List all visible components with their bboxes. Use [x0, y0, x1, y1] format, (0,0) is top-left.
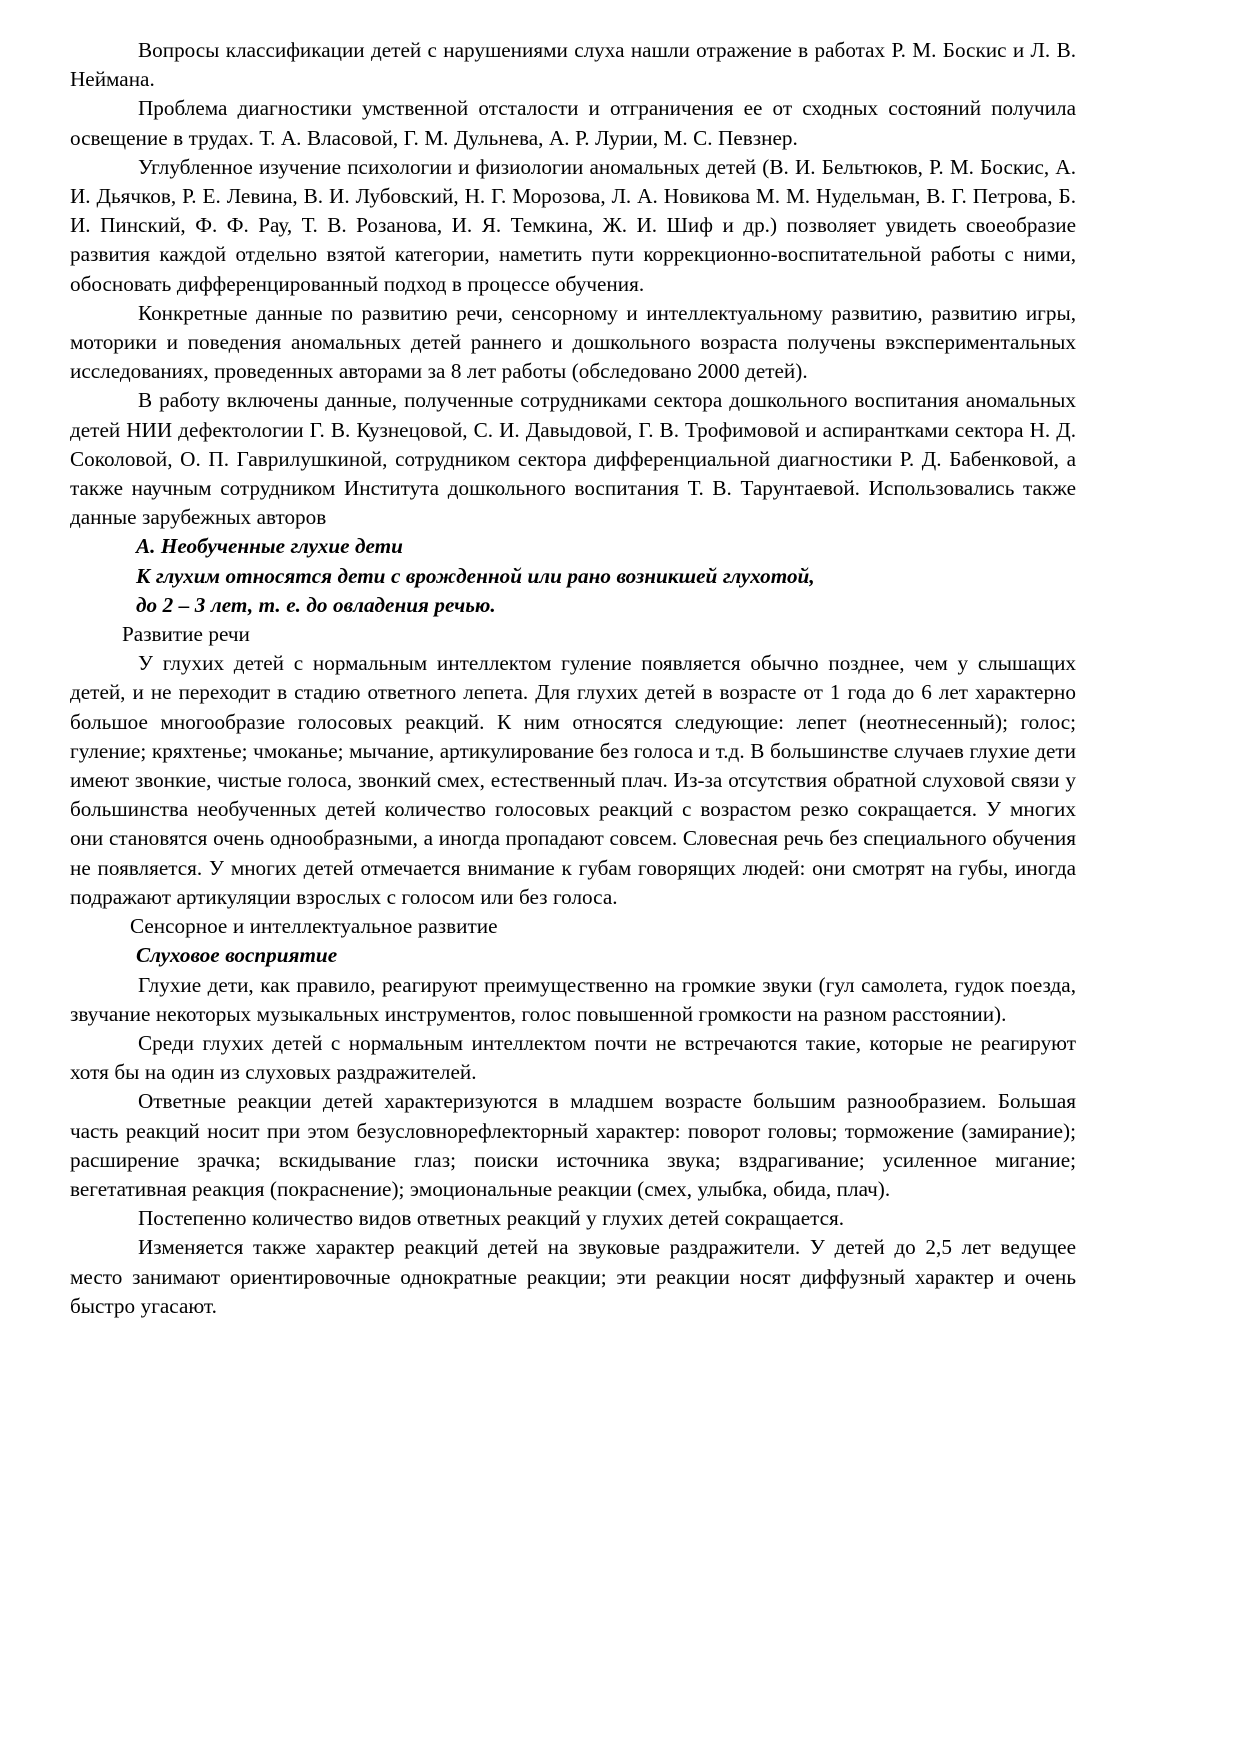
paragraph-loud-sounds: Глухие дети, как правило, реагируют преимущественно на громкие звуки (гул самолета, гудок поезда, звучание некоторых музыкальных инструментов, голос повышенной громкости на разном расстоянии).: [70, 972, 1076, 1026]
heading-section-a: А. Необученные глухие дети: [136, 534, 403, 559]
paragraph-diagnostics-problem: Проблема диагностики умственной отсталости и отграничения ее от сходных состояний получила освещение в трудах. Т. А. Власовой, Г. М. Дульнева, А. Р. Лурии, М. С. Певзнер.: [70, 96, 1076, 150]
paragraph-concrete-data: Конкретные данные по развитию речи, сенсорному и интеллектуальному развитию, развитию игры, моторики и поведения аномальных детей раннего и дошкольного возраста получены вэкспериментальных исследованиях, проведенных авторами за 8 лет работы (обследовано 2000 детей).: [70, 300, 1076, 384]
heading-sensory-intellectual-development: Сенсорное и интеллектуальное развитие: [130, 914, 498, 939]
text-column: [70, 36, 1076, 1321]
paragraph-deep-study-authors: Углубленное изучение психологии и физиологии аномальных детей (В. И. Бельтюков, Р. М. Боскис, А. И. Дьячков, Р. Е. Левина, В. И. Лубовский, Н. Г. Морозова, Л. А. Новикова М. М. Нудельман, В. Г. Петрова, Б. И. Пинский, Ф. Ф. Рау, Т. В. Розанова, И. Я. Темкина, Ж. И. Шиф и др.) позволяет увидеть своеобразие развития каждой отдельно взятой категории, наметить пути коррекционно-воспитательной работы с ними, обосновать дифференцированный подход в процессе обучения.: [70, 154, 1076, 296]
paragraph-gradual-reduction: Постепенно количество видов ответных реакций у глухих детей сокращается.: [138, 1206, 845, 1231]
paragraph-response-reactions: Ответные реакции детей характеризуются в младшем возрасте большим разнообразием. Большая часть реакций носит при этом безусловнорефлекторный характер: поворот головы; торможение (замирание); расширение зрачка; вскидывание глаз; поиски источника звука; вздрагивание; усиленное мигание; вегетативная реакция (покраснение); эмоциональные реакции (смех, улыбка, обида, плач).: [70, 1089, 1076, 1201]
paragraph-normal-intellect-response: Среди глухих детей с нормальным интеллектом почти не встречаются такие, которые не реагируют хотя бы на один из слуховых раздражителей.: [70, 1030, 1076, 1085]
paragraph-contributors: В работу включены данные, полученные сотрудниками сектора дошкольного воспитания аномальных детей НИИ дефектологии Г. В. Кузнецовой, С. И. Давыдовой, Г. В. Трофимовой и аспирантками сектора Н. Д. Соколовой, О. П. Гаврилушкиной, сотрудником сектора дифференциальной диагностики Р. Д. Бабенковой, а также научным сотрудником Института дошкольного воспитания Т. В. Тарунтаевой. Использовались также данные зарубежных авторов: [70, 388, 1076, 530]
heading-speech-development: Развитие речи: [122, 622, 250, 647]
paragraph-character-changes: Изменяется также характер реакций детей на звуковые раздражители. У детей до 2,5 лет ведущее место занимают ориентировочные однократные реакции; эти реакции носят диффузный характер и очень быстро угасают.: [70, 1235, 1076, 1318]
heading-deaf-definition-line2: до 2 – 3 лет, т. е. до овладения речью.: [136, 592, 496, 617]
heading-deaf-definition-line1: К глухим относятся дети с врожденной или рано возникшей глухотой,: [136, 563, 815, 588]
paragraph-vocal-reactions: У глухих детей с нормальным интеллектом гуление появляется обычно позднее, чем у слышащих детей, и не переходит в стадию ответного лепета. Для глухих детей в возрасте от 1 года до 6 лет характерно большое многообразие голосовых реакций. К ним относятся следующие: лепет (неотнесенный); голос; гуление; кряхтенье; чмоканье; мычание, артикулирование без голоса и т.д. В большинстве случаев глухие дети имеют звонкие, чистые голоса, звонкий смех, естественный плач. Из-за отсутствия обратной слуховой связи у большинства необученных детей количество голосовых реакций с возрастом резко сокращается. У многих они становятся очень однообразными, а иногда пропадают совсем. Словесная речь без специального обучения не появляется. У многих детей отмечается внимание к губам говорящих людей: они смотрят на губы, иногда подражают артикуляции взрослых с голосом или без голоса.: [70, 651, 1076, 909]
paragraph-classification-works: Вопросы классификации детей с нарушениями слуха нашли отражение в работах Р. М. Боскис и Л. В. Неймана.: [70, 38, 1076, 92]
heading-auditory-perception: Слуховое восприятие: [136, 943, 338, 968]
